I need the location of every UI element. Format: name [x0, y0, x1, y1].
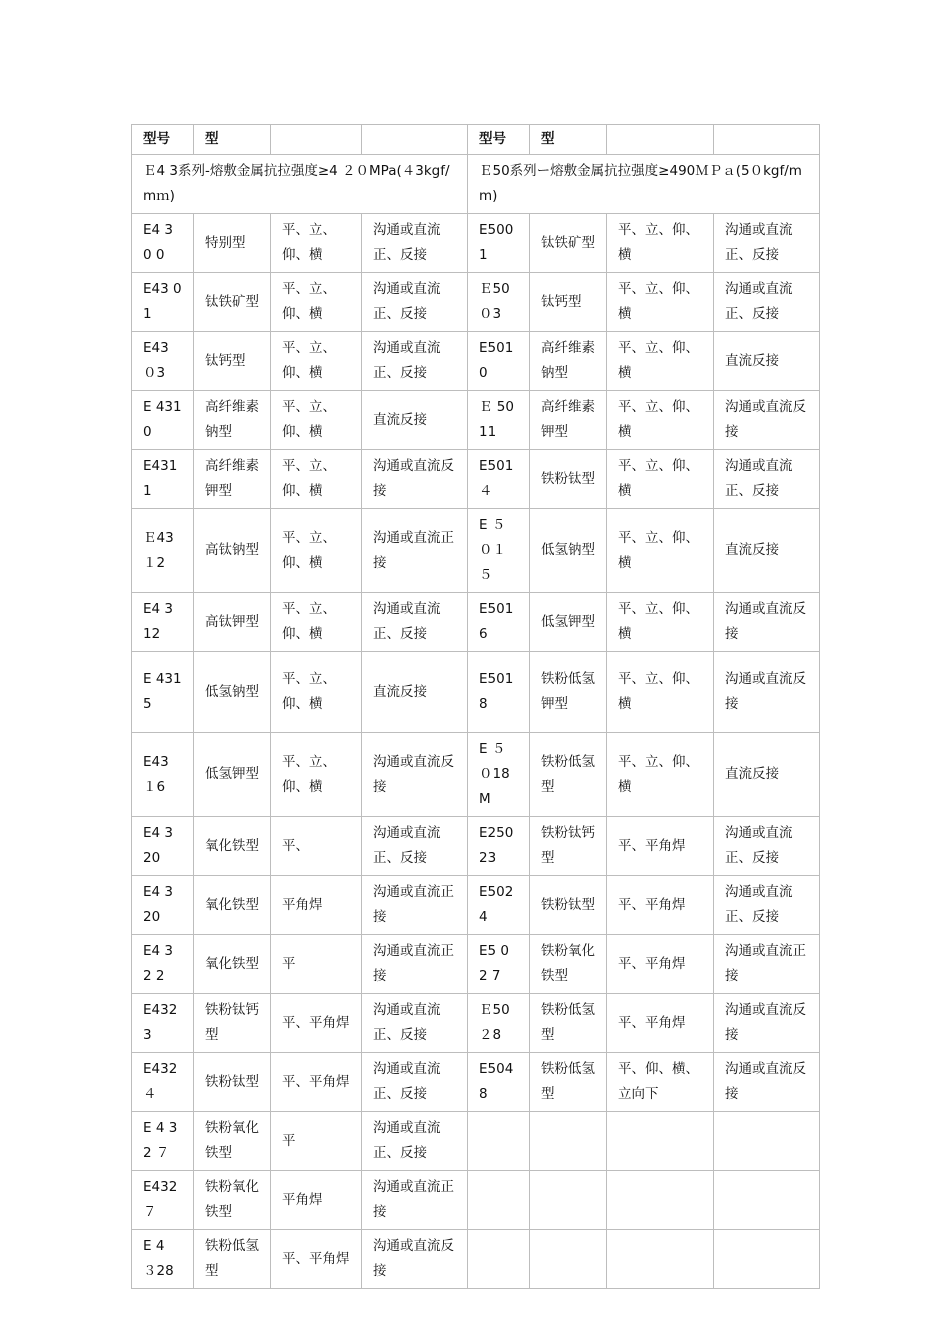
table-row: [132, 509, 820, 593]
left-model-cell: E 431 5: [132, 652, 194, 733]
left-position-cell: 平、立、仰、横: [271, 509, 362, 593]
left-coating-type-cell: 铁粉氧化铁型: [194, 1171, 271, 1230]
right-position-cell: 平、立、仰、横: [607, 332, 714, 391]
right-model-cell: E501 0: [468, 332, 530, 391]
left-coating-type-cell: 钛铁矿型: [194, 273, 271, 332]
left-current-cell: 沟通或直流正、反接: [362, 332, 468, 391]
right-model-cell: Ｅ 5011: [468, 391, 530, 450]
left-model-cell: E4 3 20: [132, 817, 194, 876]
right-model-cell: E501 6: [468, 593, 530, 652]
electrode-type-table: [131, 124, 820, 1289]
left-current-cell: 沟通或直流正、反接: [362, 214, 468, 273]
left-position-cell: 平、立、仰、横: [271, 391, 362, 450]
right-position-cell: [607, 1230, 714, 1289]
left-position-cell: 平、立、仰、横: [271, 450, 362, 509]
left-coating-type-cell: 铁粉低氢型: [194, 1230, 271, 1289]
left-current-cell: 沟通或直流正、反接: [362, 817, 468, 876]
left-model-cell: E4 3 20: [132, 876, 194, 935]
right-model-cell: E250 23: [468, 817, 530, 876]
left-model-cell: E4 3 12: [132, 593, 194, 652]
header-type-left: 型: [194, 125, 271, 155]
left-current-cell: 沟通或直流正接: [362, 935, 468, 994]
header-model-left: 型号: [132, 125, 194, 155]
left-position-cell: 平、平角焊: [271, 1230, 362, 1289]
table-row: [132, 391, 820, 450]
table-row: [132, 817, 820, 876]
left-position-cell: 平、: [271, 817, 362, 876]
right-position-cell: 平、仰、横、立向下: [607, 1053, 714, 1112]
left-current-cell: 沟通或直流反接: [362, 1230, 468, 1289]
left-coating-type-cell: 氧化铁型: [194, 817, 271, 876]
table-row: [132, 876, 820, 935]
left-position-cell: 平、立、仰、横: [271, 214, 362, 273]
left-current-cell: 沟通或直流正、反接: [362, 1053, 468, 1112]
left-coating-type-cell: 铁粉钛型: [194, 1053, 271, 1112]
right-model-cell: E ５ ０１５: [468, 509, 530, 593]
header-blank-left-2: [362, 125, 468, 155]
right-model-cell: E501 8: [468, 652, 530, 733]
left-current-cell: 沟通或直流正、反接: [362, 273, 468, 332]
left-current-cell: 沟通或直流正、反接: [362, 994, 468, 1053]
left-position-cell: 平: [271, 935, 362, 994]
right-coating-type-cell: 铁粉低氢钾型: [530, 652, 607, 733]
left-model-cell: E432 ７: [132, 1171, 194, 1230]
left-coating-type-cell: 铁粉氧化铁型: [194, 1112, 271, 1171]
left-model-cell: E4 3 0 0: [132, 214, 194, 273]
left-coating-type-cell: 特别型: [194, 214, 271, 273]
right-position-cell: 平、平角焊: [607, 817, 714, 876]
table-row: [132, 652, 820, 733]
right-coating-type-cell: [530, 1230, 607, 1289]
right-model-cell: E5 0 2 7: [468, 935, 530, 994]
left-current-cell: 直流反接: [362, 391, 468, 450]
left-current-cell: 沟通或直流正接: [362, 876, 468, 935]
left-model-cell: E431 1: [132, 450, 194, 509]
right-current-cell: 沟通或直流正、反接: [714, 817, 820, 876]
right-coating-type-cell: 高纤维素钾型: [530, 391, 607, 450]
left-model-cell: E432 3: [132, 994, 194, 1053]
left-coating-type-cell: 氧化铁型: [194, 876, 271, 935]
header-blank-right-1: [607, 125, 714, 155]
left-current-cell: 沟通或直流反接: [362, 733, 468, 817]
right-model-cell: E502 4: [468, 876, 530, 935]
table-row: [132, 1230, 820, 1289]
right-position-cell: 平、立、仰、横: [607, 652, 714, 733]
left-position-cell: 平、立、仰、横: [271, 273, 362, 332]
right-position-cell: 平、立、仰、横: [607, 391, 714, 450]
left-model-cell: E4 3 2 2: [132, 935, 194, 994]
right-current-cell: 沟通或直流反接: [714, 593, 820, 652]
right-current-cell: 沟通或直流反接: [714, 1053, 820, 1112]
right-model-cell: Ｅ50 ２8: [468, 994, 530, 1053]
right-current-cell: 沟通或直流正、反接: [714, 450, 820, 509]
left-coating-type-cell: 高纤维素钾型: [194, 450, 271, 509]
right-position-cell: 平、立、仰、横: [607, 450, 714, 509]
series-section-row: [132, 155, 820, 214]
right-coating-type-cell: [530, 1112, 607, 1171]
right-current-cell: 沟通或直流正接: [714, 935, 820, 994]
table-row: [132, 214, 820, 273]
right-position-cell: 平、立、仰、横: [607, 214, 714, 273]
left-coating-type-cell: 低氢钠型: [194, 652, 271, 733]
left-position-cell: 平、立、仰、横: [271, 733, 362, 817]
left-position-cell: 平、立、仰、横: [271, 332, 362, 391]
right-model-cell: Ｅ50 ０3: [468, 273, 530, 332]
left-model-cell: E432 ４: [132, 1053, 194, 1112]
right-current-cell: [714, 1171, 820, 1230]
right-coating-type-cell: 高纤维素钠型: [530, 332, 607, 391]
left-position-cell: 平角焊: [271, 1171, 362, 1230]
left-model-cell: E 4310: [132, 391, 194, 450]
left-current-cell: 直流反接: [362, 652, 468, 733]
right-coating-type-cell: 铁粉钛钙型: [530, 817, 607, 876]
left-coating-type-cell: 铁粉钛钙型: [194, 994, 271, 1053]
left-model-cell: E43 0 1: [132, 273, 194, 332]
right-model-cell: [468, 1112, 530, 1171]
header-type-right: 型: [530, 125, 607, 155]
right-coating-type-cell: 低氢钠型: [530, 509, 607, 593]
right-current-cell: 沟通或直流反接: [714, 652, 820, 733]
right-current-cell: [714, 1112, 820, 1171]
left-position-cell: 平角焊: [271, 876, 362, 935]
table-row: [132, 273, 820, 332]
right-current-cell: [714, 1230, 820, 1289]
table-header-row: [132, 125, 820, 155]
left-model-cell: E43 ０3: [132, 332, 194, 391]
section-e50-series: Ｅ50系列ー熔敷金属抗拉强度≥490ＭＰａ(5０kgf/mm): [468, 155, 820, 214]
right-current-cell: 沟通或直流正、反接: [714, 876, 820, 935]
right-position-cell: 平、平角焊: [607, 935, 714, 994]
right-position-cell: [607, 1171, 714, 1230]
right-coating-type-cell: 钛钙型: [530, 273, 607, 332]
right-position-cell: 平、立、仰、横: [607, 733, 714, 817]
table-row: [132, 935, 820, 994]
left-coating-type-cell: 氧化铁型: [194, 935, 271, 994]
left-position-cell: 平、立、仰、横: [271, 593, 362, 652]
left-model-cell: E 4 ３28: [132, 1230, 194, 1289]
left-model-cell: E43 １6: [132, 733, 194, 817]
left-coating-type-cell: 低氢钾型: [194, 733, 271, 817]
left-model-cell: Ｅ43 １2: [132, 509, 194, 593]
left-current-cell: 沟通或直流正接: [362, 509, 468, 593]
right-position-cell: 平、立、仰、横: [607, 593, 714, 652]
right-position-cell: 平、立、仰、横: [607, 273, 714, 332]
table-row: [132, 450, 820, 509]
right-model-cell: E504 8: [468, 1053, 530, 1112]
right-current-cell: 沟通或直流反接: [714, 994, 820, 1053]
header-blank-left-1: [271, 125, 362, 155]
right-coating-type-cell: 铁粉低氢型: [530, 733, 607, 817]
table-row: [132, 1053, 820, 1112]
right-model-cell: E ５ ０18 M: [468, 733, 530, 817]
right-coating-type-cell: 铁粉低氢型: [530, 994, 607, 1053]
right-model-cell: [468, 1171, 530, 1230]
table-row: [132, 1112, 820, 1171]
right-coating-type-cell: 铁粉钛型: [530, 450, 607, 509]
left-coating-type-cell: 高钛钾型: [194, 593, 271, 652]
left-current-cell: 沟通或直流正接: [362, 1171, 468, 1230]
header-blank-right-2: [714, 125, 820, 155]
left-current-cell: 沟通或直流正、反接: [362, 1112, 468, 1171]
header-model-right: 型号: [468, 125, 530, 155]
left-coating-type-cell: 钛钙型: [194, 332, 271, 391]
right-position-cell: 平、平角焊: [607, 876, 714, 935]
left-position-cell: 平、立、仰、横: [271, 652, 362, 733]
right-position-cell: 平、平角焊: [607, 994, 714, 1053]
left-current-cell: 沟通或直流反接: [362, 450, 468, 509]
left-model-cell: E 4 32 ７: [132, 1112, 194, 1171]
right-coating-type-cell: 铁粉钛型: [530, 876, 607, 935]
right-current-cell: 沟通或直流正、反接: [714, 214, 820, 273]
left-position-cell: 平: [271, 1112, 362, 1171]
table-row: [132, 1171, 820, 1230]
right-coating-type-cell: 铁粉低氢型: [530, 1053, 607, 1112]
right-model-cell: [468, 1230, 530, 1289]
right-current-cell: 沟通或直流正、反接: [714, 273, 820, 332]
right-current-cell: 直流反接: [714, 733, 820, 817]
table-row: [132, 994, 820, 1053]
right-coating-type-cell: 低氢钾型: [530, 593, 607, 652]
right-position-cell: [607, 1112, 714, 1171]
right-current-cell: 直流反接: [714, 332, 820, 391]
table-row: [132, 332, 820, 391]
left-position-cell: 平、平角焊: [271, 1053, 362, 1112]
left-current-cell: 沟通或直流正、反接: [362, 593, 468, 652]
table-row: [132, 733, 820, 817]
right-model-cell: E501 ４: [468, 450, 530, 509]
right-current-cell: 沟通或直流反接: [714, 391, 820, 450]
right-coating-type-cell: 铁粉氧化铁型: [530, 935, 607, 994]
left-coating-type-cell: 高钛钠型: [194, 509, 271, 593]
section-e43-series: Ｅ4 3系列-熔敷金属抗拉强度≥4 ２０MPa(４3kgf/mｍ): [132, 155, 468, 214]
right-model-cell: E500 1: [468, 214, 530, 273]
right-current-cell: 直流反接: [714, 509, 820, 593]
right-coating-type-cell: 钛铁矿型: [530, 214, 607, 273]
left-coating-type-cell: 高纤维素钠型: [194, 391, 271, 450]
right-position-cell: 平、立、仰、横: [607, 509, 714, 593]
left-position-cell: 平、平角焊: [271, 994, 362, 1053]
table-row: [132, 593, 820, 652]
right-coating-type-cell: [530, 1171, 607, 1230]
